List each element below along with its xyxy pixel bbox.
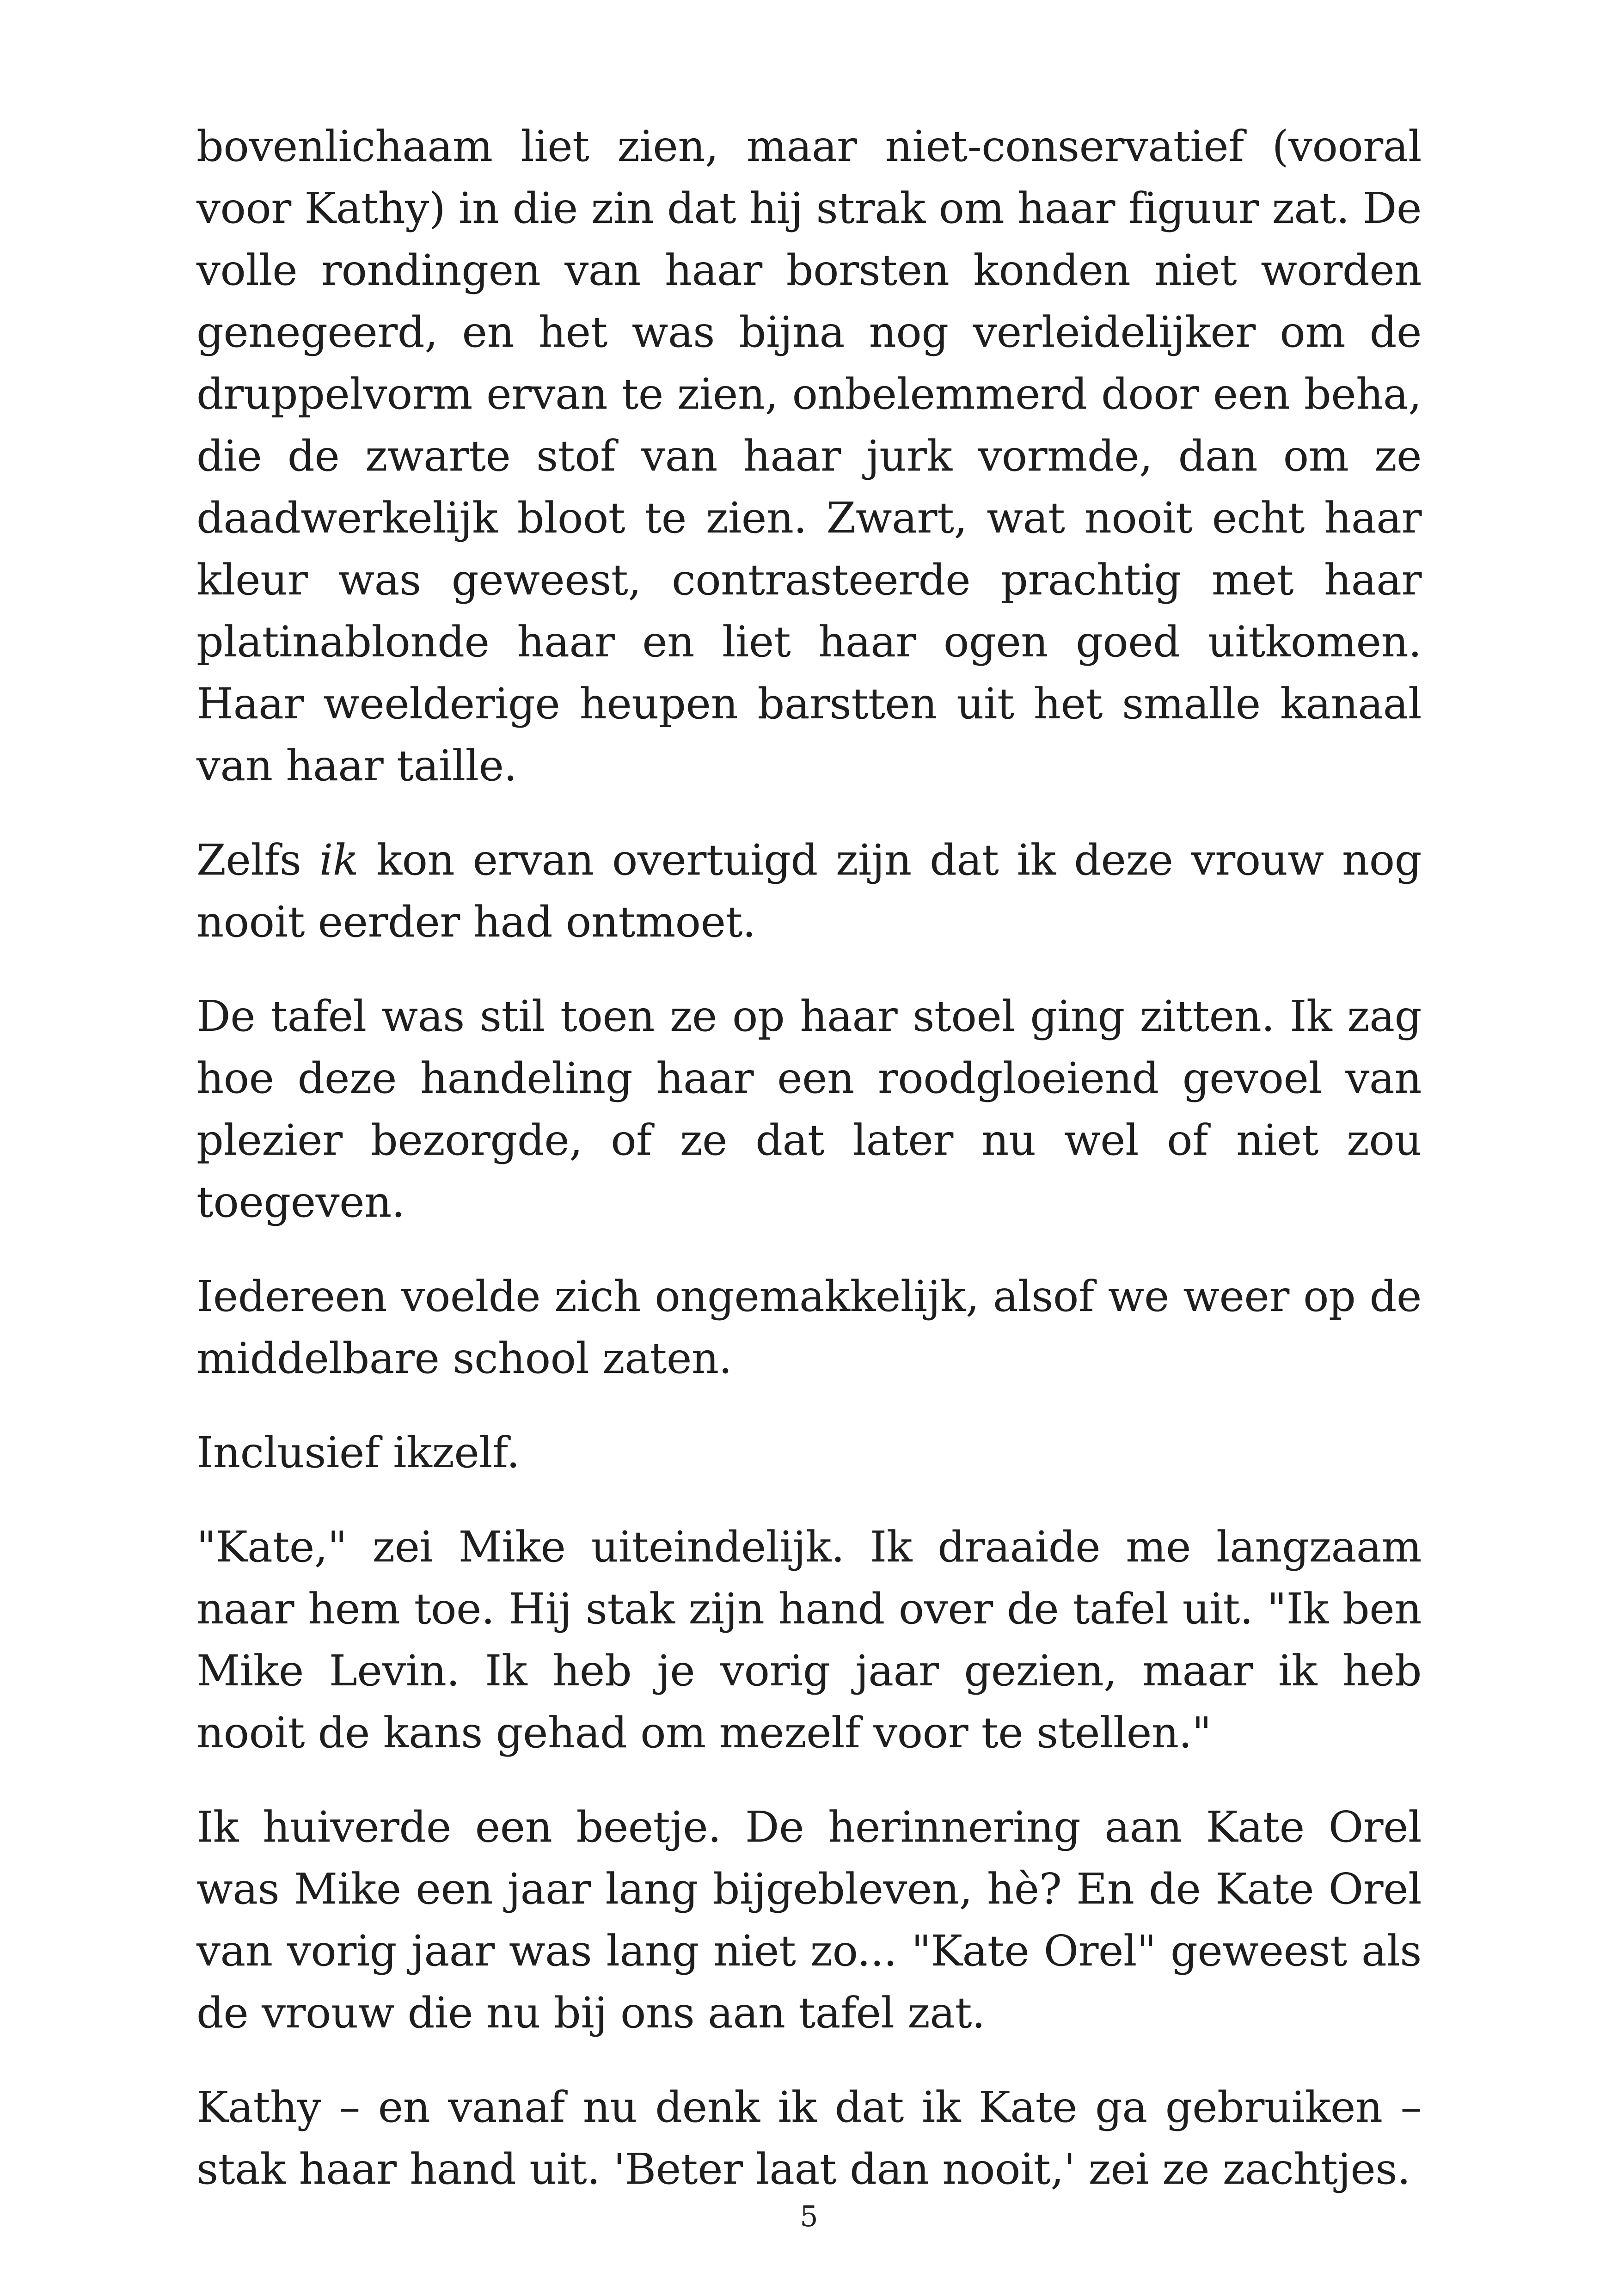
- page-body: [196, 116, 1422, 2200]
- paragraph-2-start: Zelfs: [196, 835, 319, 885]
- paragraph-7: Ik huiverde een beetje. De herinnering aan Kate Orel was Mike een jaar lang bijgebleven, hè? En de Kate Orel van vorig jaar was lang niet zo... "Kate Orel" geweest als de vrouw die nu bij ons aan tafel zat.: [196, 1802, 1422, 2038]
- paragraph-3: De tafel was stil toen ze op haar stoel ging zitten. Ik zag hoe deze handeling haar een roodgloeiend gevoel van plezier bezorgde, of ze dat later nu wel of niet zou toegeven.: [196, 992, 1422, 1227]
- page-number: 5: [800, 2199, 818, 2233]
- paragraph-1: bovenlichaam liet zien, maar niet-conservatief (vooral voor Kathy) in die zin dat hij strak om haar figuur zat. De volle rondingen van haar borsten konden niet worden genegeerd, en het was bijna nog verleidelijker om de druppelvorm ervan te zien, onbelemmerd door een beha, die de zwarte stof van haar jurk vormde, dan om ze daadwerkelijk bloot te zien. Zwart, wat nooit echt haar kleur was geweest, contrasteerde prachtig met haar platinablonde haar en liet haar ogen goed uitkomen. Haar weelderige heupen barstten uit het smalle kanaal van haar taille.: [196, 122, 1422, 790]
- paragraph-2: [196, 829, 1422, 953]
- paragraph-2-end: kon ervan overtuigd zijn dat ik deze vrouw nog nooit eerder had ontmoet.: [196, 835, 1422, 947]
- paragraph-2-emphasis: ik: [319, 835, 359, 885]
- paragraph-8: Kathy – en vanaf nu denk ik dat ik Kate ga gebruiken – stak haar hand uit. 'Beter laat dan nooit,' zei ze zachtjes.: [196, 2082, 1422, 2194]
- paragraph-5: Inclusief ikzelf.: [196, 1428, 520, 1477]
- paragraph-4: Iedereen voelde zich ongemakkelijk, alsof we weer op de middelbare school zaten.: [196, 1272, 1422, 1383]
- paragraph-6: "Kate," zei Mike uiteindelijk. Ik draaide me langzaam naar hem toe. Hij stak zijn hand over de tafel uit. "Ik ben Mike Levin. Ik heb je vorig jaar gezien, maar ik heb nooit de kans gehad om mezelf voor te stellen.": [196, 1522, 1422, 1757]
